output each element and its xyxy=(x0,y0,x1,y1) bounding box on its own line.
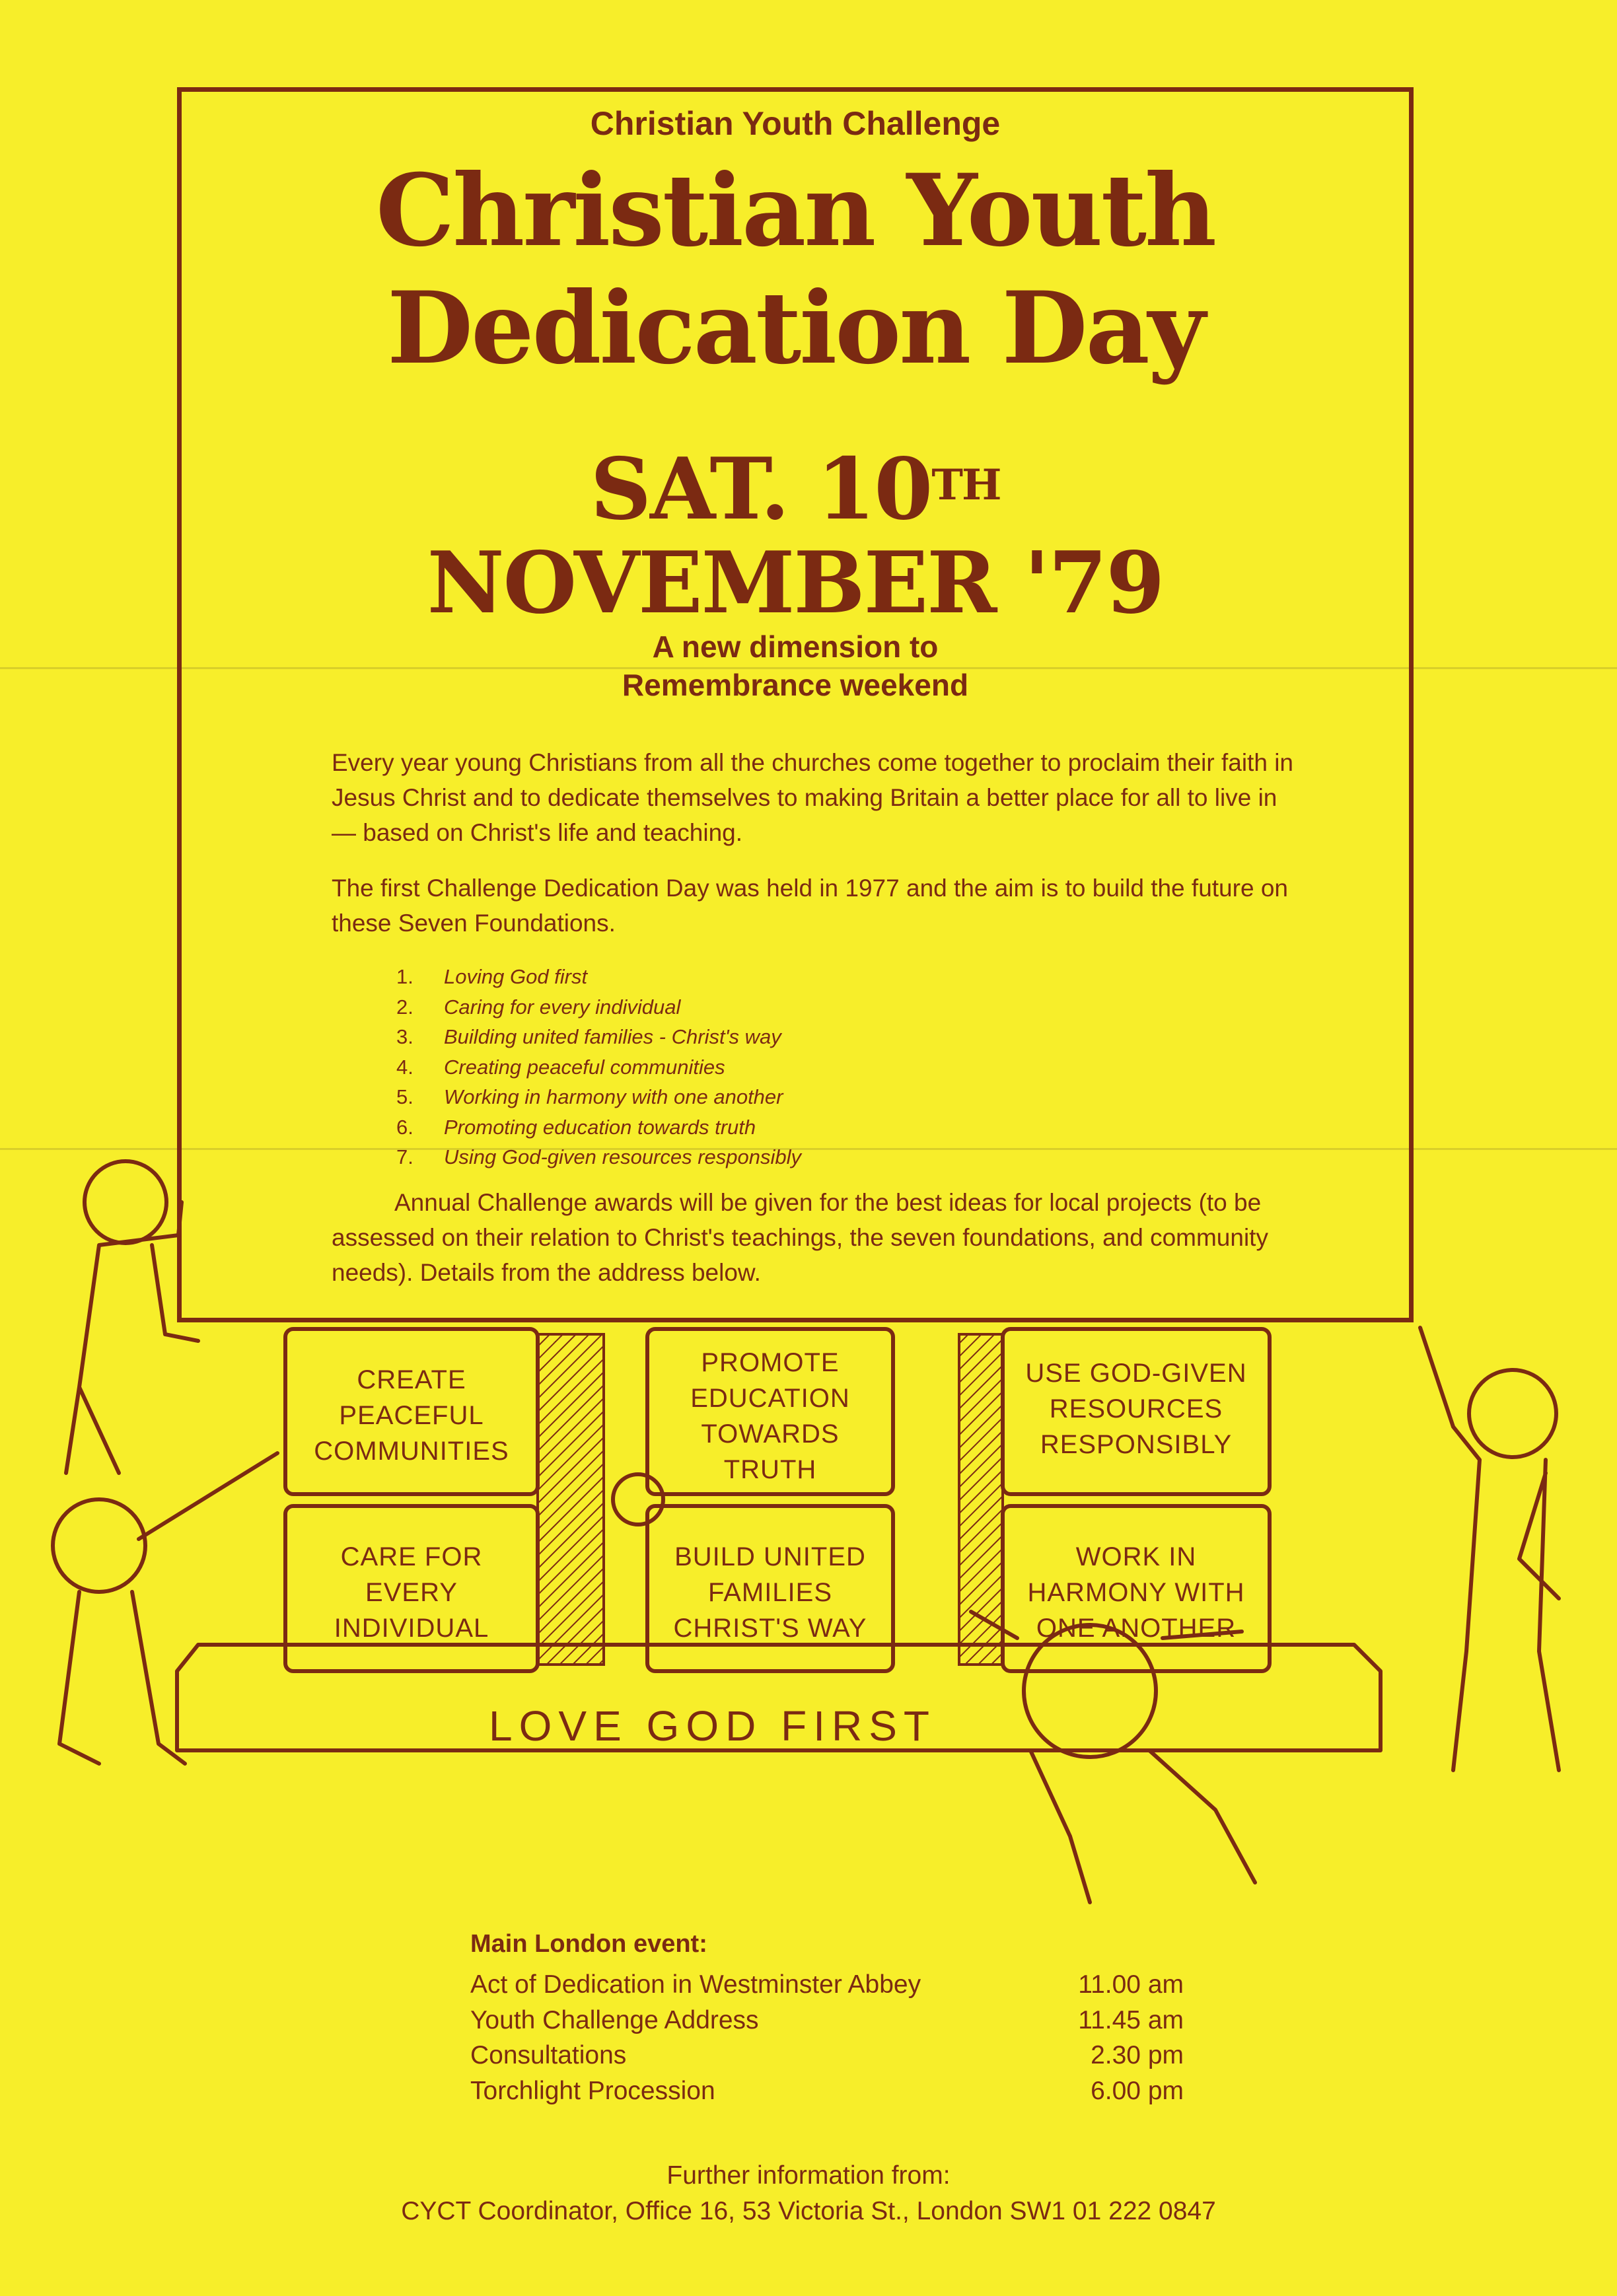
event-name: Consultations xyxy=(470,2041,627,2069)
list-number: 2. xyxy=(396,995,413,1019)
block-side-shade xyxy=(538,1334,604,1665)
event-name: Torchlight Procession xyxy=(470,2076,715,2105)
awards-paragraph: Annual Challenge awards will be given for the best ideas for local projects (to be assessed on their relation to Christ's teachings, the seven foundations, and community needs). Details from the address below. xyxy=(332,1189,1268,1286)
figure-head xyxy=(1469,1370,1556,1457)
schedule-row xyxy=(470,1967,1184,2003)
block-label-peaceful: CREATE PEACEFUL COMMUNITIES xyxy=(314,1365,509,1466)
list-number: 3. xyxy=(396,1025,413,1048)
block-side-shade xyxy=(959,1334,1003,1665)
date-suffix: TH xyxy=(931,460,1001,510)
event-time: 11.45 am xyxy=(1078,2005,1184,2034)
block-label-individual: CARE FOR EVERY INDIVIDUAL xyxy=(334,1542,489,1643)
title-line-2: Dedication Day xyxy=(387,270,1204,386)
event-name: Youth Challenge Address xyxy=(470,2005,759,2034)
list-text: Caring for every individual xyxy=(444,995,681,1019)
block-label-resources: USE GOD-GIVEN RESOURCES RESPONSIBLY xyxy=(1025,1359,1247,1459)
block-label-education: PROMOTE EDUCATION TOWARDS TRUTH xyxy=(690,1348,850,1484)
title-line-1: Christian Youth xyxy=(375,153,1215,269)
event-time: 2.30 pm xyxy=(1091,2041,1184,2069)
event-time: 11.00 am xyxy=(1078,1970,1184,1999)
subtitle-line-1: A new dimension to xyxy=(652,629,939,664)
contact-address: CYCT Coordinator, Office 16, 53 Victoria St., London SW1 01 222 0847 xyxy=(401,2197,1216,2225)
intro-paragraph-1: Every year young Christians from all the churches come together to proclaim their faith in Jesus Christ and to dedicate themselves to making Britain a better place for all to live in — based on Christ's life and teaching. xyxy=(332,749,1293,846)
figure-body xyxy=(66,1202,198,1473)
subtitle-line-2: Remembrance weekend xyxy=(622,668,969,702)
list-number: 1. xyxy=(396,965,413,988)
list-text: Working in harmony with one another xyxy=(444,1085,783,1108)
list-number: 6. xyxy=(396,1115,413,1139)
list-number: 7. xyxy=(396,1145,413,1168)
date-line-2: NOVEMBER '79 xyxy=(427,534,1164,633)
list-text: Creating peaceful communities xyxy=(444,1055,725,1079)
block-label-harmony: WORK IN HARMONY WITH ONE ANOTHER xyxy=(1027,1542,1245,1643)
figure-body xyxy=(1420,1328,1559,1770)
list-number: 4. xyxy=(396,1055,413,1079)
schedule-row xyxy=(470,2073,1184,2109)
organisation-name: Christian Youth Challenge xyxy=(590,105,1001,142)
further-info-label: Further information from: xyxy=(666,2161,951,2190)
figure-head xyxy=(85,1161,166,1243)
figure-head xyxy=(53,1499,145,1592)
list-text: Promoting education towards truth xyxy=(444,1115,756,1139)
block-label-families: BUILD UNITED FAMILIES CHRIST'S WAY xyxy=(673,1542,867,1643)
list-text: Building united families - Christ's way xyxy=(444,1025,781,1048)
figure-body xyxy=(971,1612,1255,1902)
schedule-row xyxy=(470,2038,1184,2073)
event-name: Act of Dedication in Westminster Abbey xyxy=(470,1970,921,1999)
base-label-love-god-first: LOVE GOD FIRST xyxy=(489,1702,936,1750)
schedule-row xyxy=(470,2003,1184,2038)
intro-paragraph-2: The first Challenge Dedication Day was held in 1977 and the aim is to build the future on these Seven Foundations. xyxy=(332,875,1288,937)
event-time: 6.00 pm xyxy=(1091,2076,1184,2105)
list-text: Using God-given resources responsibly xyxy=(444,1145,802,1168)
events-heading: Main London event: xyxy=(470,1930,707,1958)
events-schedule xyxy=(470,1967,1184,2108)
date-day: SAT. 10 xyxy=(590,440,932,539)
list-number: 5. xyxy=(396,1085,413,1108)
list-text: Loving God first xyxy=(444,965,588,988)
